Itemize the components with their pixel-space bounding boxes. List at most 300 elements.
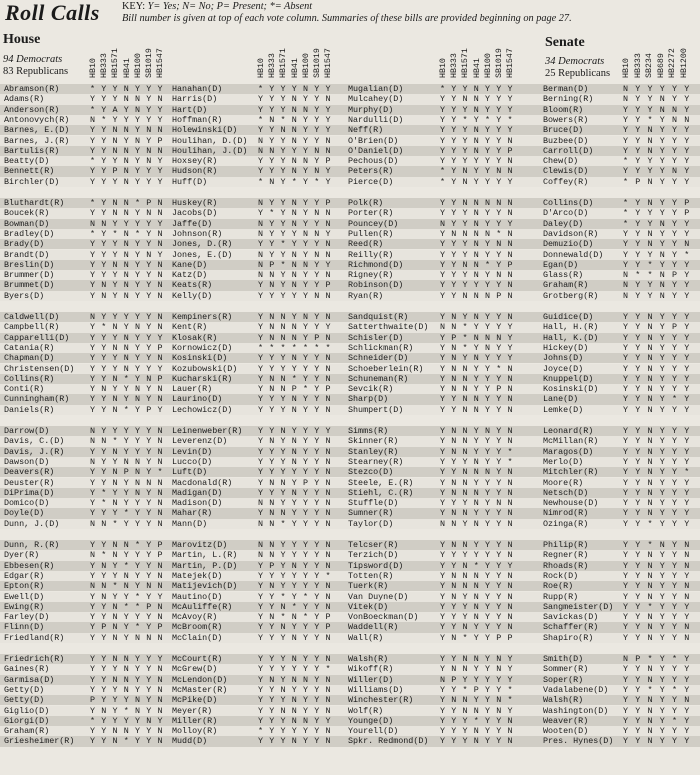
votes: Y Y Y N Y Y N <box>258 736 332 747</box>
legislator-name: Jaffe(D) <box>172 218 213 229</box>
legislator-name: Keats(R) <box>172 280 213 291</box>
legislator-name: Hoxsey(R) <box>172 156 218 167</box>
votes: Y Y Y N Y Y Y <box>440 125 514 136</box>
legislator-name: Kempiners(R) <box>172 312 233 322</box>
legislator-name: Shumpert(D) <box>348 404 404 415</box>
votes: Y Y N * Y Y N <box>90 736 164 747</box>
votes: Y N Y Y * Y Y <box>90 591 164 602</box>
legislator-name: Bowers(R) <box>543 114 589 125</box>
votes: Y N Y N Y Y P <box>258 280 332 291</box>
votes: Y Y * Y * Y * <box>440 114 514 125</box>
legislator-name: Regner(R) <box>543 550 589 561</box>
votes: Y * N Y Y Y N <box>90 498 164 509</box>
legislator-name: Hart(D) <box>172 104 208 115</box>
votes: Y Y N Y Y N <box>623 550 691 561</box>
votes: Y Y N Y Y Y <box>623 612 691 623</box>
bill-number: SB1019 <box>145 48 154 78</box>
legislator-name: DiPrima(D) <box>4 487 55 498</box>
legislator-name: Bloom(R) <box>543 104 584 115</box>
legislator-name: McAvoy(R) <box>172 612 218 623</box>
votes: N Y Y Y Y Y <box>623 84 691 94</box>
legislator-name: Brady(D) <box>4 239 45 250</box>
legislator-name: Kane(D) <box>172 259 208 270</box>
votes: N Y Y N Y Y N <box>258 218 332 229</box>
legislator-name: Farley(D) <box>4 612 50 623</box>
votes: Y Y N Y Y Y <box>623 456 691 467</box>
legislator-name: Mautino(D) <box>172 591 223 602</box>
table-row <box>0 447 700 457</box>
votes: Y Y Y N Y Y N <box>258 394 332 405</box>
votes: Y N Y N Y Y N <box>440 591 514 602</box>
senate-party-counts <box>545 56 610 80</box>
legislator-name: Katz(D) <box>172 270 208 281</box>
table-row <box>0 394 700 404</box>
votes: Y Y N N Y Y Y <box>440 94 514 105</box>
votes: Y Y N Y Y Y <box>623 426 691 436</box>
table-row <box>0 239 700 249</box>
legislator-name: Schuneman(R) <box>348 373 409 384</box>
legislator-name: Schlickman(R) <box>348 342 414 353</box>
table-row <box>0 166 700 176</box>
legislator-name: Capparelli(D) <box>4 332 70 343</box>
votes: Y Y Y N N Y Y <box>258 715 332 726</box>
votes: * Y Y Y Y N Y <box>90 715 164 726</box>
legislator-name: Berning(R) <box>543 94 594 105</box>
legislator-name: Domico(D) <box>4 498 50 509</box>
votes: Y N * Y N Y Y <box>440 342 514 353</box>
legislator-name: Giglio(D) <box>4 705 50 716</box>
votes: Y Y N N * Y P <box>440 259 514 270</box>
legislator-name: Friedrich(R) <box>4 654 65 664</box>
table-row <box>0 675 700 685</box>
votes: Y Y * Y * Y <box>623 684 691 695</box>
votes: Y Y N * Y N P <box>90 373 164 384</box>
votes: * Y Y Y Y Y N <box>258 726 332 737</box>
legislator-name: Knuppel(D) <box>543 373 594 384</box>
legislator-name: Boucek(R) <box>4 208 50 219</box>
legislator-name: Anderson(R) <box>4 104 60 115</box>
legislator-name: Nimrod(R) <box>543 508 589 519</box>
legislator-name: Deuster(R) <box>4 477 55 488</box>
legislator-name: Richmond(D) <box>348 259 404 270</box>
votes: Y Y Y N Y Y N <box>440 736 514 747</box>
legislator-name: Tipsword(D) <box>348 560 404 571</box>
legislator-name: Schneider(D) <box>348 353 409 364</box>
votes: Y Y Y Y Y Y * <box>258 664 332 675</box>
legislator-name: Peters(R) <box>348 166 394 177</box>
votes: Y Y N Y Y Y <box>623 363 691 374</box>
legislator-name: Grotberg(R) <box>543 290 599 301</box>
legislator-name: Matejek(D) <box>172 570 223 581</box>
legislator-name: Terzich(D) <box>348 550 399 561</box>
legislator-name: Abramson(R) <box>4 84 60 94</box>
votes: Y Y * Y * Y N <box>258 591 332 602</box>
table-row <box>0 540 700 550</box>
legislator-name: Jacobs(D) <box>172 208 218 219</box>
votes: N N * Y Y Y N <box>258 518 332 529</box>
table-row <box>0 457 700 467</box>
legislator-name: McMillan(R) <box>543 436 599 447</box>
votes: Y Y Y Y Y Y N <box>258 363 332 374</box>
table-row <box>0 260 700 270</box>
legislator-name: Giorgi(D) <box>4 715 50 726</box>
legislator-name: Shapiro(R) <box>543 632 594 643</box>
votes: Y Y * Y Y Y <box>623 259 691 270</box>
table-row <box>0 84 700 94</box>
bill-number: HB333 <box>100 53 110 78</box>
votes: Y Y N Y Y Y N <box>258 684 332 695</box>
legislator-name: Collins(R) <box>4 373 55 384</box>
votes: Y N N Y Y Y N <box>440 540 514 550</box>
legislator-name: McMaster(R) <box>172 684 228 695</box>
votes: Y N Y N Y Y N <box>90 290 164 301</box>
legislator-name: McGrew(D) <box>172 664 218 675</box>
legislator-name: Willer(D) <box>348 674 394 685</box>
legislator-name: Sharp(D) <box>348 394 389 405</box>
legislator-name: Stezco(D) <box>348 467 394 478</box>
votes: Y Y Y N Y N N <box>440 239 514 250</box>
table-row <box>0 280 700 290</box>
votes: * Y A Y N Y Y <box>90 104 164 115</box>
legislator-name: Adams(R) <box>4 94 45 105</box>
votes: Y Y N N Y Y P <box>90 342 164 353</box>
legislator-name: McAuliffe(R) <box>172 601 233 612</box>
legislator-name: Bradley(D) <box>4 228 55 239</box>
legislator-name: Caldwell(D) <box>4 312 60 322</box>
votes: Y N N Y Y * N <box>440 363 514 374</box>
votes: Y Y N * Y Y N <box>258 601 332 612</box>
votes: Y N N Y Y Y N <box>440 477 514 488</box>
votes: Y N Y * N Y N <box>90 705 164 716</box>
votes: Y Y Y N Y Y * <box>440 456 514 467</box>
legislator-name: Wolf(R) <box>348 705 384 716</box>
legislator-name: Totten(R) <box>348 570 394 581</box>
votes: Y N N Y Y Y * <box>440 446 514 457</box>
votes: Y Y N * Y P Y <box>90 404 164 415</box>
legislator-name: Guidice(D) <box>543 312 594 322</box>
bill-number: HB333 <box>450 53 460 78</box>
votes: Y N N Y Y N * <box>440 695 514 706</box>
legislator-name: Soper(R) <box>543 674 584 685</box>
votes: N Y Y N Y Y <box>623 94 691 105</box>
votes: Y N N Y Y N Y <box>440 664 514 675</box>
legislator-name: Sandquist(R) <box>348 312 409 322</box>
votes: Y N N N Y P N <box>258 332 332 343</box>
votes: Y Y P N Y Y Y <box>90 166 164 177</box>
legislator-name: Ozinga(R) <box>543 518 589 529</box>
legislator-name: Kozubowski(D) <box>172 363 238 374</box>
votes: Y Y Y N Y Y N <box>90 570 164 581</box>
legislator-name: Neff(R) <box>348 125 384 136</box>
legislator-name: Sommer(R) <box>543 664 589 675</box>
legislator-name: Kosinski(D) <box>172 353 228 364</box>
votes: Y Y N Y Y Y N <box>90 446 164 457</box>
votes: Y N N Y P Y N <box>258 477 332 488</box>
votes: Y * Y Y N Y N <box>90 487 164 498</box>
legislator-name: Egan(D) <box>543 259 579 270</box>
legislator-name: Lucco(D) <box>172 456 213 467</box>
votes: Y Y * Y Y Y <box>623 518 691 529</box>
votes: Y Y N Y Y Y <box>623 125 691 136</box>
legislator-name: Barnes, J.(R) <box>4 135 70 146</box>
legislator-name: Nardulli(D) <box>348 114 404 125</box>
table-row <box>0 436 700 446</box>
legislator-name: McBroom(R) <box>172 622 223 633</box>
votes: Y * N Y N Y N <box>90 322 164 333</box>
legislator-name: Houlihan, J.(D) <box>172 145 248 156</box>
bill-number: HB41 <box>122 58 132 78</box>
legislator-name: Flinn(D) <box>4 622 45 633</box>
legislator-name: Satterthwaite(D) <box>348 322 429 333</box>
votes: Y Y N Y Y Y <box>623 498 691 509</box>
votes: Y Y * Y Y Y <box>623 601 691 612</box>
votes: Y Y Y Y Y Y N <box>258 467 332 478</box>
votes: * Y Y N Y Y Y <box>90 84 164 94</box>
votes: N Y Y N Y Y P <box>258 198 332 208</box>
votes: Y Y Y N Y N N <box>440 498 514 509</box>
votes: Y Y N Y Y Y <box>623 342 691 353</box>
legislator-name: Graham(R) <box>4 726 50 737</box>
votes: Y N Y Y N Y N <box>90 384 164 395</box>
table-row <box>0 622 700 632</box>
legislator-name: Sevcik(R) <box>348 384 394 395</box>
legislator-name: Matijevich(D) <box>172 581 238 592</box>
votes: Y Y Y N Y Y N <box>258 456 332 467</box>
votes: Y Y Y N Y Y N <box>258 654 332 664</box>
legislator-name: Ewing(R) <box>4 601 45 612</box>
votes: Y Y Y N Y Y N <box>258 94 332 105</box>
votes: Y Y Y N Y Y N <box>258 353 332 364</box>
legislator-name: Martin, P.(D) <box>172 560 238 571</box>
votes: N Y Y N Y N N <box>258 249 332 260</box>
votes: Y N Y N Y Y Y <box>440 353 514 364</box>
votes: Y N * N * Y P <box>258 612 332 623</box>
legislator-name: Davis, J.(R) <box>4 446 65 457</box>
bill-number: HB1547 <box>324 48 334 78</box>
votes: Y N N Y N Y N <box>258 312 332 322</box>
table-row <box>0 177 700 187</box>
votes: Y Y N * Y Y Y <box>440 560 514 571</box>
votes: Y Y N N Y Y N <box>90 674 164 685</box>
table-row <box>0 561 700 571</box>
votes: Y Y N Y Y N <box>623 695 691 706</box>
bill-number: HB41 <box>472 58 482 78</box>
votes: N Y Y N N Y N <box>90 456 164 467</box>
legislator-name: Hanahan(D) <box>172 84 223 94</box>
legislator-name: Darrow(D) <box>4 426 50 436</box>
votes: N N Y Y Y Y Y <box>90 218 164 229</box>
votes: Y Y Y Y Y Y N <box>440 280 514 291</box>
votes: Y Y * N Y N <box>623 540 691 550</box>
votes: Y N N Y Y Y N <box>440 373 514 384</box>
legislator-name: Gaines(R) <box>4 664 50 675</box>
votes: Y Y Y N Y Y N <box>90 270 164 281</box>
legislator-name: Rock(D) <box>543 570 579 581</box>
table-row <box>0 198 700 208</box>
votes: N N Y Y Y Y N <box>258 498 332 509</box>
votes: Y Y N N Y Y Y <box>90 654 164 664</box>
house-party-counts <box>3 54 68 78</box>
legislator-name: Daniels(R) <box>4 404 55 415</box>
votes: Y Y Y N N Y N <box>90 94 164 105</box>
legislator-name: McCourt(R) <box>172 654 223 664</box>
votes: Y P N Y * Y P <box>90 622 164 633</box>
legislator-name: Ryan(R) <box>348 290 384 301</box>
votes: Y Y Y N Y Y Y <box>90 332 164 343</box>
votes: Y Y N N Y Y N <box>90 726 164 737</box>
votes: Y Y N Y Y Y <box>623 487 691 498</box>
legislator-name: Lane(D) <box>543 394 579 405</box>
legislator-name: Simms(R) <box>348 426 389 436</box>
legislator-name: Mitchler(R) <box>543 467 599 478</box>
votes: Y Y N Y P Y <box>623 322 691 333</box>
key-legend: Y= Yes; N= No; P= Present; *= Absent <box>147 1 313 12</box>
legislator-name: Bowman(D) <box>4 218 50 229</box>
votes: Y Y N Y * Y <box>623 715 691 726</box>
votes: Y Y N N * Y P <box>90 540 164 550</box>
table-row <box>0 146 700 156</box>
bill-number: HB689 <box>656 53 666 78</box>
table-row <box>0 716 700 726</box>
legislator-name: Netsch(D) <box>543 487 589 498</box>
votes: N N * Y Y Y Y <box>440 322 514 333</box>
votes: Y Y N Y Y Y <box>623 736 691 747</box>
legislator-name: Younge(D) <box>348 715 394 726</box>
legislator-name: Weaver(R) <box>543 715 589 726</box>
legislator-name: Huskey(R) <box>172 198 218 208</box>
votes: Y Y Y Y N Y <box>623 166 691 177</box>
votes: Y N N Y Y Y N <box>258 508 332 519</box>
legislator-name: Leverenz(D) <box>172 436 228 447</box>
table-row <box>0 695 700 705</box>
legislator-name: Levin(D) <box>172 446 213 457</box>
table-row <box>0 706 700 716</box>
legislator-name: Bluthardt(R) <box>4 198 65 208</box>
votes: * N Y * Y * Y <box>258 176 332 187</box>
bill-number: SB1019 <box>495 48 504 78</box>
table-row <box>0 333 700 343</box>
votes: Y Y * Y N N <box>623 114 691 125</box>
votes: Y Y N Y Y Y <box>623 705 691 716</box>
legislator-name: Barnes, E.(D) <box>4 125 70 136</box>
legislator-name: Wall(R) <box>348 632 384 643</box>
legislator-name: Chapman(D) <box>4 353 55 364</box>
legislator-name: Wikoff(R) <box>348 664 394 675</box>
votes: N P * N N Y Y <box>258 259 332 270</box>
legislator-name: Wooten(D) <box>543 726 589 737</box>
legislator-name: Vadalabene(D) <box>543 684 609 695</box>
legislator-name: Waddell(R) <box>348 622 399 633</box>
votes: Y Y Y N N Y Y <box>258 104 332 115</box>
votes: N N * Y Y Y N <box>90 436 164 447</box>
votes: Y Y N N Y Y N <box>440 394 514 405</box>
votes: N N * N Y N N <box>90 581 164 592</box>
votes: Y Y N Y Y Y <box>623 674 691 685</box>
table-row <box>0 94 700 104</box>
votes: N Y Y N Y Y N <box>258 135 332 146</box>
votes: * N * N Y Y Y <box>258 114 332 125</box>
votes: Y N N Y Y P N <box>440 384 514 395</box>
legislator-name: Davidson(R) <box>543 228 599 239</box>
votes: Y Y N Y Y Y <box>623 726 691 737</box>
table-row <box>0 136 700 146</box>
votes: Y Y N N Y N Y <box>440 705 514 716</box>
legislator-name: Walsh(R) <box>348 654 389 664</box>
votes: Y Y N Y N Y P <box>90 135 164 146</box>
legislator-name: Friedland(R) <box>4 632 65 643</box>
votes: Y Y Y N Y Y Y <box>90 363 164 374</box>
legislator-name: Berman(D) <box>543 84 589 94</box>
legislator-name: Chew(D) <box>543 156 579 167</box>
legislator-name: Reilly(R) <box>348 249 394 260</box>
legislator-name: Skinner(R) <box>348 436 399 447</box>
votes: Y N N * Y Y N <box>258 373 332 384</box>
legislator-name: Brummer(D) <box>4 270 55 281</box>
table-row <box>0 571 700 581</box>
votes: Y Y Y N Y Y N <box>258 695 332 706</box>
votes: Y Y Y N Y Y N <box>440 612 514 623</box>
legislator-name: Getty(D) <box>4 684 45 695</box>
legislator-name: Pouncey(D) <box>348 218 399 229</box>
legislator-name: Leinenweber(R) <box>172 426 243 436</box>
legislator-name: Maragos(D) <box>543 446 594 457</box>
legislator-name: Hudson(R) <box>172 166 218 177</box>
legislator-name: Sangmeister(D) <box>543 601 614 612</box>
legislator-name: Laurino(D) <box>172 394 223 405</box>
table-row <box>0 685 700 695</box>
votes: Y Y N N Y N Y <box>440 654 514 664</box>
votes: Y Y Y N Y Y P <box>440 145 514 156</box>
table-row <box>0 654 700 664</box>
bill-number: HB1547 <box>156 48 166 78</box>
legislator-name: Huff(D) <box>172 176 208 187</box>
legislator-name: McLendon(D) <box>172 674 228 685</box>
votes: Y Y N Y Y Y <box>623 477 691 488</box>
votes: Y Y Y N Y Y N <box>258 446 332 457</box>
votes: * Y * N * Y N <box>90 228 164 239</box>
legislator-name: Miller(R) <box>172 715 218 726</box>
votes: N Y Y Y Y Y N <box>90 426 164 436</box>
votes: Y Y N Y N N N <box>90 477 164 488</box>
house-democrats: 94 Democrats <box>3 54 63 65</box>
votes: Y N Y N Y Y N <box>258 436 332 447</box>
legislator-name: Kornowicz(D) <box>172 342 233 353</box>
votes: P Y Y Y N Y N <box>90 695 164 706</box>
house-republicans: 83 Republicans <box>3 66 69 77</box>
votes: * Y Y Y Y Y <box>623 156 691 167</box>
legislator-name: Klosak(R) <box>172 332 218 343</box>
legislator-name: Beatty(D) <box>4 156 50 167</box>
legislator-name: Lauer(R) <box>172 384 213 395</box>
votes: Y Y N Y Y Y <box>623 312 691 322</box>
legislator-name: Dunn, R.(R) <box>4 540 60 550</box>
votes: Y Y N * * P N <box>90 601 164 612</box>
votes: Y P * N N N Y <box>440 332 514 343</box>
votes: Y Y Y * Y Y N <box>90 508 164 519</box>
votes: Y Y N Y Y N <box>623 622 691 633</box>
legislator-name: Kent(R) <box>172 322 208 333</box>
votes: Y Y N P N Y * <box>90 467 164 478</box>
legislator-name: Catania(R) <box>4 342 55 353</box>
votes: Y N N N Y Y N <box>440 581 514 592</box>
votes: Y Y Y N N Y <box>623 104 691 115</box>
votes: Y Y Y N Y Y N <box>440 601 514 612</box>
votes: N N Y Y Y Y N <box>258 550 332 561</box>
legislator-name: Bennett(R) <box>4 166 55 177</box>
legislator-name: Donnewald(D) <box>543 249 604 260</box>
bill-number: HB100 <box>133 53 143 78</box>
votes: Y Y N Y Y Y <box>623 384 691 395</box>
